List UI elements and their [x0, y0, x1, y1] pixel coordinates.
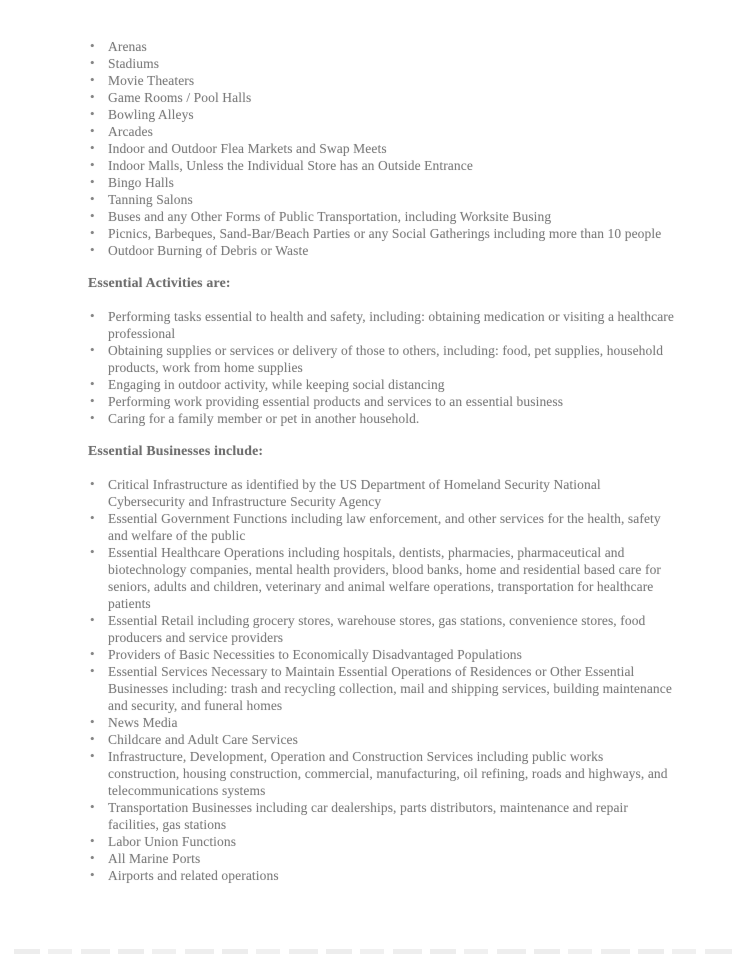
list-item: • Essential Healthcare Operations including hospitals, dentists, pharmacies, pharmaceutical and biotechnology companies, mental health providers, blood banks, home and residential based care for seniors, adults and children, veterinary and animal welfare operations, transportation for healthcare patients [88, 544, 674, 612]
document-content [88, 38, 674, 884]
list-item: • Essential Services Necessary to Maintain Essential Operations of Residences or Other Essential Businesses including: trash and recycling collection, mail and shipping services, building maintenance and security, and funeral homes [88, 663, 674, 714]
list-item: • Arenas [88, 38, 674, 55]
list-item: • Infrastructure, Development, Operation and Construction Services including public works construction, housing construction, commercial, manufacturing, oil refining, roads and highways, and telecommunications systems [88, 748, 674, 799]
essential-businesses-list [88, 476, 674, 884]
list-item: • Tanning Salons [88, 191, 674, 208]
list-item: • Bingo Halls [88, 174, 674, 191]
list-item: • Childcare and Adult Care Services [88, 731, 674, 748]
list-item: • Indoor and Outdoor Flea Markets and Swap Meets [88, 140, 674, 157]
list-item: • Engaging in outdoor activity, while keeping social distancing [88, 376, 674, 393]
list-item: • Stadiums [88, 55, 674, 72]
list-item: • Indoor Malls, Unless the Individual Store has an Outside Entrance [88, 157, 674, 174]
list-item: • Critical Infrastructure as identified by the US Department of Homeland Security National Cybersecurity and Infrastructure Security Agency [88, 476, 674, 510]
list-item: • Performing work providing essential products and services to an essential business [88, 393, 674, 410]
list-item: • Essential Government Functions including law enforcement, and other services for the health, safety and welfare of the public [88, 510, 674, 544]
list-item: • Picnics, Barbeques, Sand-Bar/Beach Parties or any Social Gatherings including more than 10 people [88, 225, 674, 242]
list-item: • Buses and any Other Forms of Public Transportation, including Worksite Busing [88, 208, 674, 225]
list-item: • Providers of Basic Necessities to Economically Disadvantaged Populations [88, 646, 674, 663]
list-item: • Labor Union Functions [88, 833, 674, 850]
list-item: • Bowling Alleys [88, 106, 674, 123]
list-item: • Airports and related operations [88, 867, 674, 884]
list-item: • Arcades [88, 123, 674, 140]
closed-facilities-list [88, 38, 674, 259]
cut-off-text-strip [14, 949, 732, 954]
list-item: • Performing tasks essential to health and safety, including: obtaining medication or visiting a healthcare professional [88, 308, 674, 342]
list-item: • Outdoor Burning of Debris or Waste [88, 242, 674, 259]
essential-activities-list [88, 308, 674, 427]
list-item: • Caring for a family member or pet in another household. [88, 410, 674, 427]
section-heading-essential-businesses: Essential Businesses include: [88, 443, 264, 458]
list-item: • Movie Theaters [88, 72, 674, 89]
list-item: • News Media [88, 714, 674, 731]
list-item: • Essential Retail including grocery stores, warehouse stores, gas stations, convenience stores, food producers and service providers [88, 612, 674, 646]
section-heading-essential-activities: Essential Activities are: [88, 275, 231, 290]
list-item: • All Marine Ports [88, 850, 674, 867]
list-item: • Game Rooms / Pool Halls [88, 89, 674, 106]
list-item: • Obtaining supplies or services or delivery of those to others, including: food, pet supplies, household products, work from home supplies [88, 342, 674, 376]
list-item: • Transportation Businesses including car dealerships, parts distributors, maintenance and repair facilities, gas stations [88, 799, 674, 833]
